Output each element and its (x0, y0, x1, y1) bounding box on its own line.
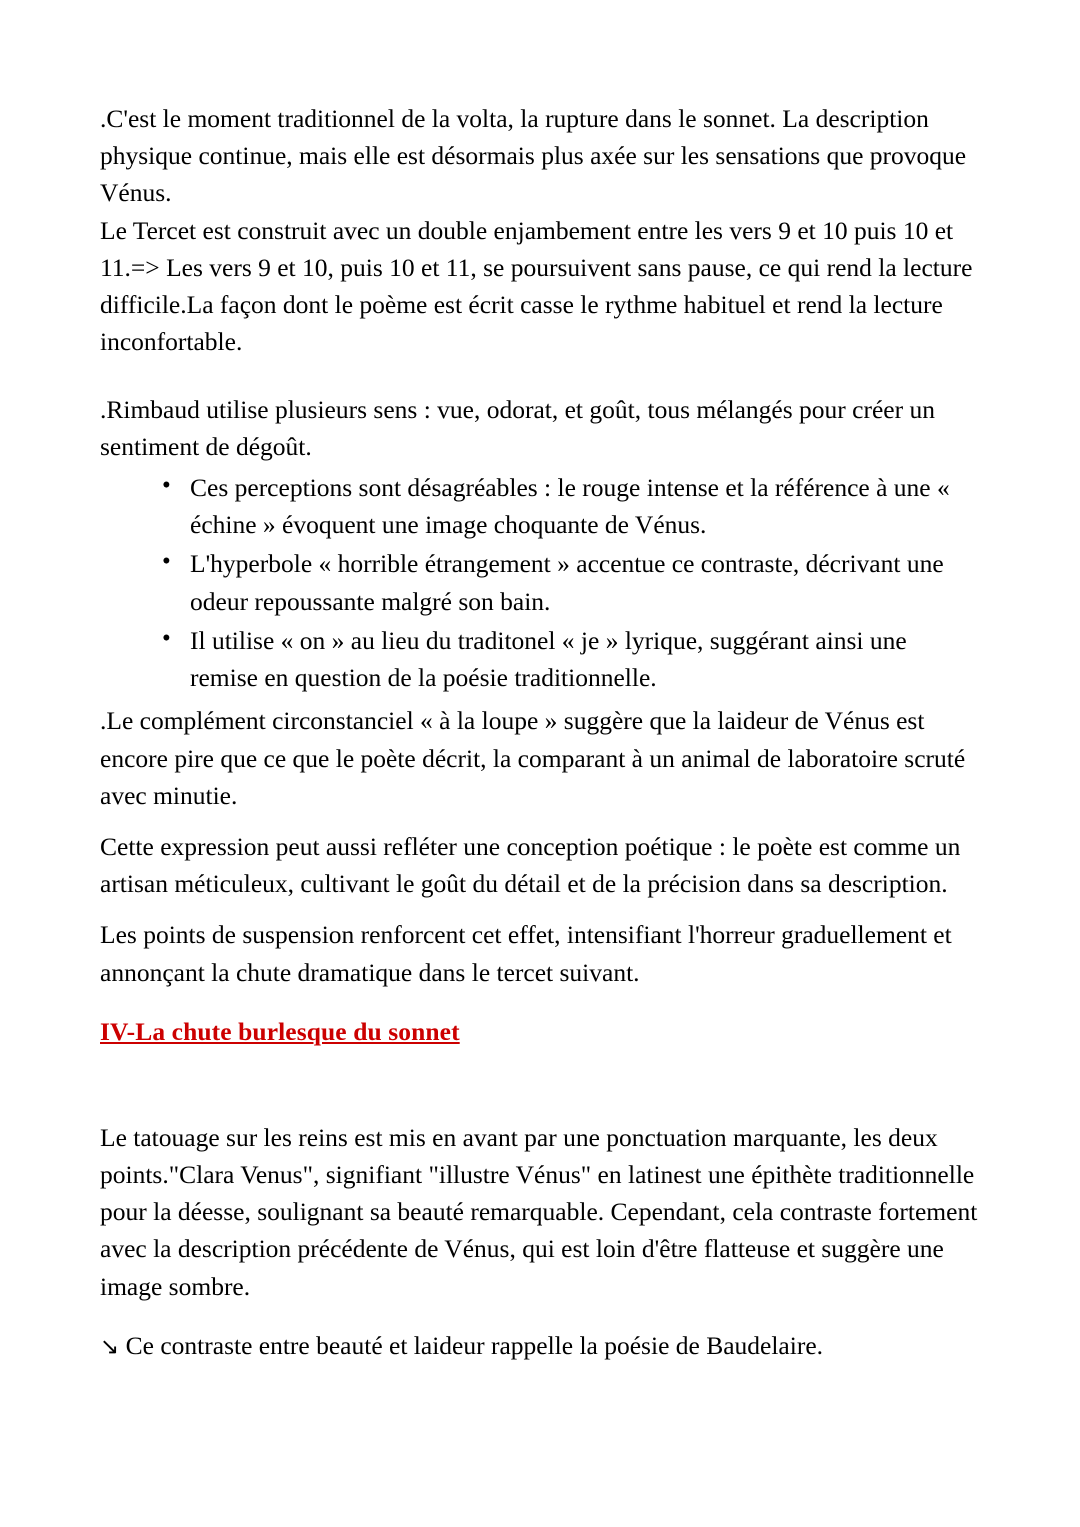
paragraph-sens: .Rimbaud utilise plusieurs sens : vue, odorat, et goût, tous mélangés pour créer un sentiment de dégoût. (100, 394, 935, 461)
list-item (162, 469, 980, 543)
bullet-list (100, 469, 980, 696)
paragraph-loupe: .Le complément circonstanciel « à la loupe » suggère que la laideur de Vénus est encore pire que ce que le poète décrit, la comparant à un animal de laboratoire scruté avec minutie. (100, 706, 966, 810)
spacer (100, 361, 980, 391)
paragraph-suspension: Les points de suspension renforcent cet effet, intensifiant l'horreur graduellement et annonçant la chute dramatique dans le tercet suivant. (100, 920, 952, 987)
section-heading-wrapper (100, 1017, 980, 1047)
list-item (162, 545, 980, 619)
list-item-text: Ces perceptions sont désagréables : le rouge intense et la référence à une « échine » évoquent une image choquante de Vénus. (190, 472, 950, 540)
paragraph-volta: .C'est le moment traditionnel de la volta, la rupture dans le sonnet. La description physique continue, mais elle est désormais plus axée sur les sensations que provoque Vénus. (100, 104, 967, 208)
list-item-text: Il utilise « on » au lieu du traditonel « je » lyrique, suggérant ainsi une remise en question de la poésie traditionnelle. (190, 625, 907, 693)
list-item-text: L'hyperbole « horrible étrangement » accentue ce contraste, décrivant une odeur repoussante malgré son bain. (190, 549, 944, 616)
page-title: IV-La chute burlesque du sonnet (100, 1016, 460, 1046)
spacer (100, 1047, 980, 1119)
paragraph-contraste-text: Ce contraste entre beauté et laideur rappelle la poésie de Baudelaire. (125, 1330, 824, 1360)
spacer (100, 814, 980, 828)
arrow-down-right-icon: ↘ (100, 1333, 120, 1360)
paragraph-contraste (100, 1327, 980, 1365)
list-item (162, 622, 980, 696)
paragraph-artisan: Cette expression peut aussi refléter une conception poétique : le poète est comme un artisan méticuleux, cultivant le goût du détail et de la précision dans sa description. (100, 831, 961, 899)
spacer (100, 902, 980, 916)
paragraph-tercet: Le Tercet est construit avec un double enjambement entre les vers 9 et 10 puis 10 et 11.=> Les vers 9 et 10, puis 10 et 11, se poursuivent sans pause, ce qui rend la lecture difficile.La façon dont le poème est écrit casse le rythme habituel et rend la lecture inconfortable. (100, 215, 973, 357)
paragraph-tatouage: Le tatouage sur les reins est mis en avant par une ponctuation marquante, les deux points."Clara Venus", signifiant "illustre Vénus" en latinest une épithète traditionnelle pour la déesse, soulignant sa beauté remarquable. Cependant, cela contraste fortement avec la description précédente de Vénus, qui est loin d'être flatteuse et suggère une image sombre. (100, 1122, 978, 1301)
